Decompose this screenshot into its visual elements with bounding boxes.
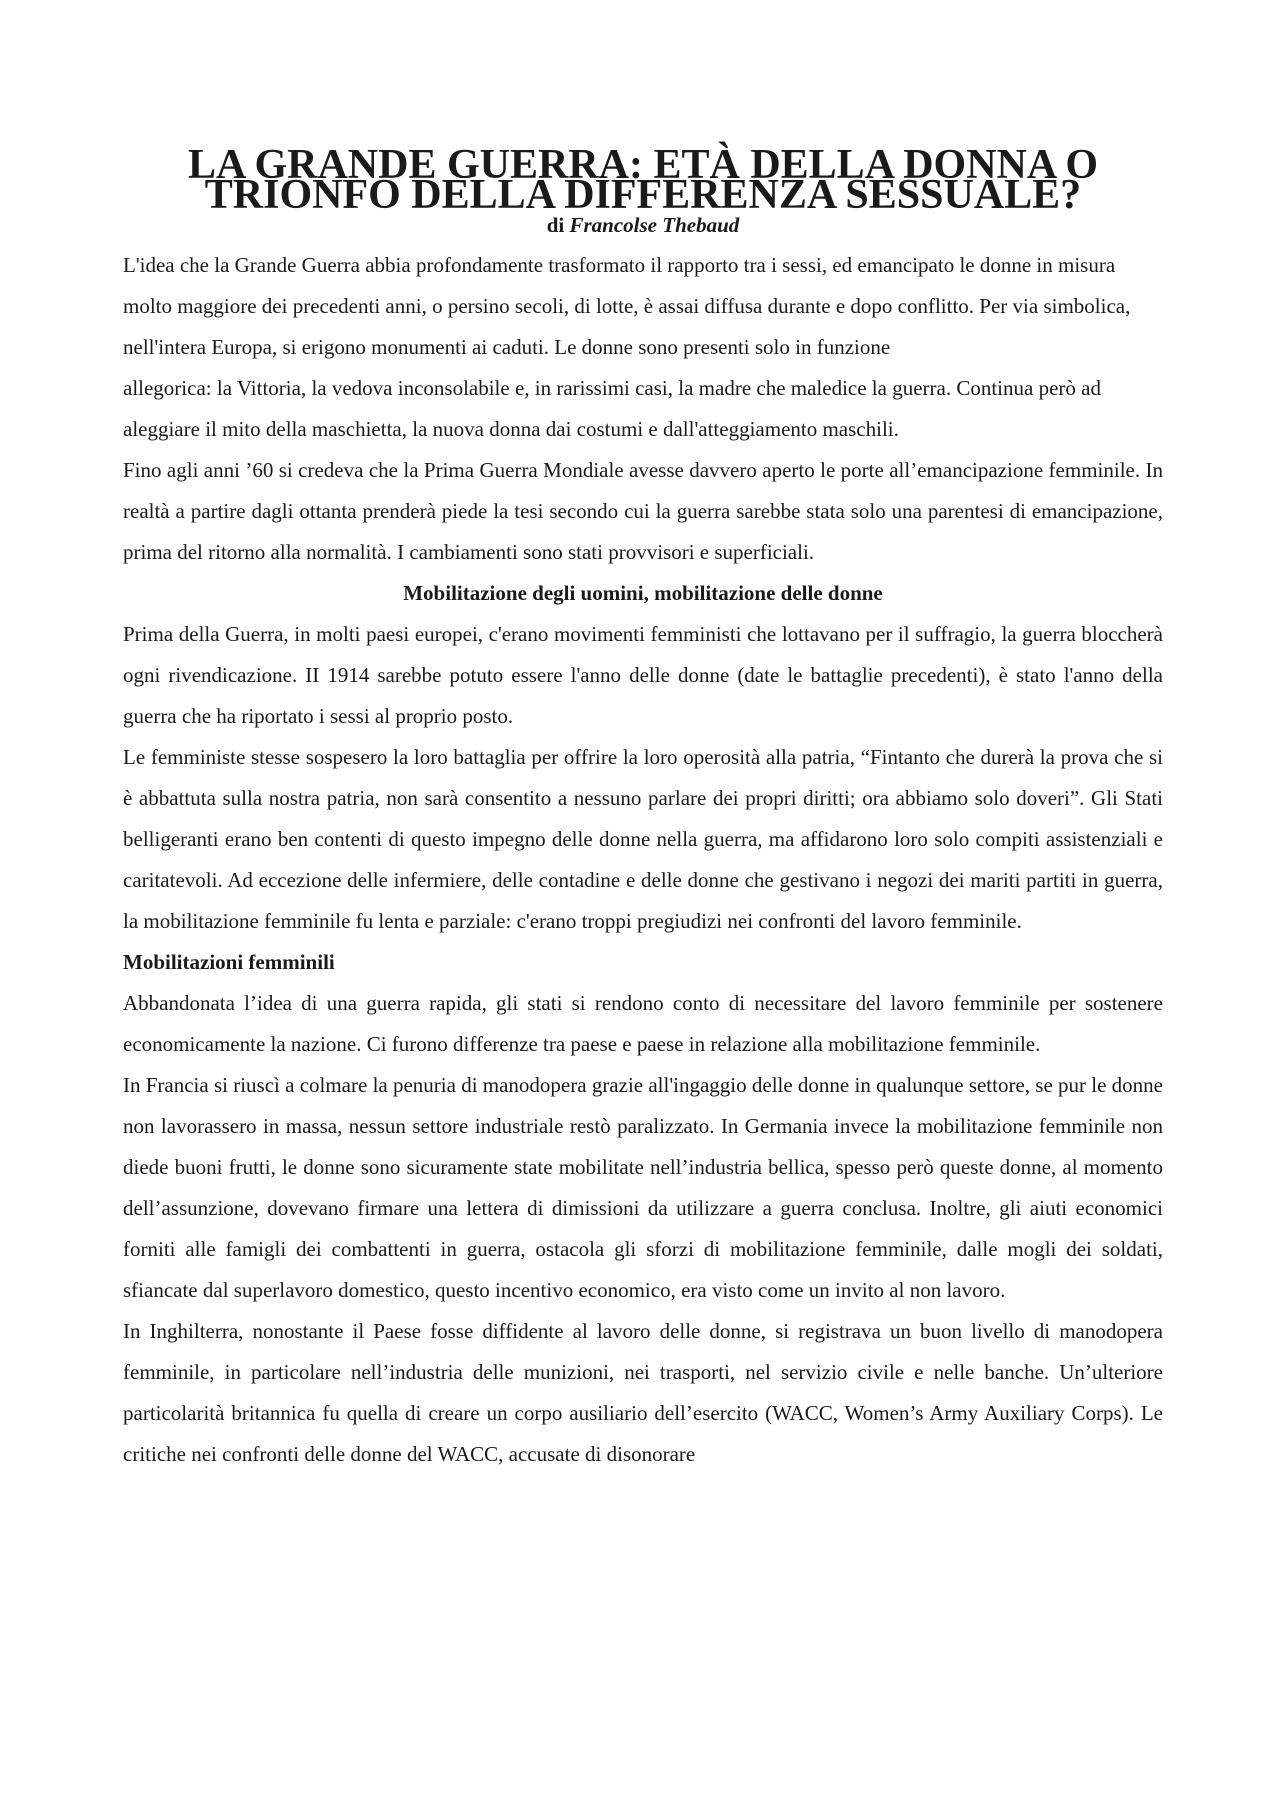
paragraph: Fino agli anni ’60 si credeva che la Prima Guerra Mondiale avesse davvero aperto le porte all’emancipazione femminile. In realtà a partire dagli ottanta prenderà piede la tesi secondo cui la guerra sarebbe stata solo una parentesi di emancipazione, prima del ritorno alla normalità. I cambiamenti sono stati provvisori e superficiali. (123, 458, 1163, 564)
document-title: LA GRANDE GUERRA: ETÀ DELLA DONNA O TRIONFO DELLA DIFFERENZA SESSUALE? (187, 142, 1099, 218)
paragraph: allegorica: la Vittoria, la vedova inconsolabile e, in rarissimi casi, la madre che maledice la guerra. Continua però ad aleggiare il mito della maschietta, la nuova donna dai costumi e dall'atteggiamento maschili. (123, 376, 1101, 441)
paragraph: Prima della Guerra, in molti paesi europei, c'erano movimenti femministi che lottavano per il suffragio, la guerra bloccherà ogni rivendicazione. II 1914 sarebbe potuto essere l'anno delle donne (date le battaglie precedenti), è stato l'anno della guerra che ha riportato i sessi al proprio posto. (123, 622, 1163, 728)
paragraph: Abbandonata l’idea di una guerra rapida, gli stati si rendono conto di necessitare del lavoro femminile per sostenere economicamente la nazione. Ci furono differenze tra paese e paese in relazione alla mobilitazione femminile. (123, 991, 1163, 1056)
paragraph: In Francia si riuscì a colmare la penuria di manodopera grazie all'ingaggio delle donne in qualunque settore, se pur le donne non lavorassero in massa, nessun settore industriale restò paralizzato. In Germania invece la mobilitazione femminile non diede buoni frutti, le donne sono sicuramente state mobilitate nell’industria bellica, spesso però queste donne, al momento dell’assunzione, dovevano firmare una lettera di dimissioni da utilizzare a guerra conclusa. Inoltre, gli aiuti economici forniti alle famigli dei combattenti in guerra, ostacola gli sforzi di mobilitazione femminile, dalle mogli dei soldati, sfiancate dal superlavoro domestico, questo incentivo economico, era visto come un invito al non lavoro. (123, 1073, 1164, 1302)
paragraph: Le femministe stesse sospesero la loro battaglia per offrire la loro operosità alla patria, “Fintanto che durerà la prova che si è abbattuta sulla nostra patria, non sarà consentito a nessuno parlare dei propri diritti; ora abbiamo solo doveri”. Gli Stati belligeranti erano ben contenti di questo impegno delle donne nella guerra, ma affidarono loro solo compiti assistenziali e caritatevoli. Ad eccezione delle infermiere, delle contadine e delle donne che gestivano i negozi dei mariti partiti in guerra, la mobilitazione femminile fu lenta e parziale: c'erano troppi pregiudizi nei confronti del lavoro femminile. (123, 745, 1163, 933)
section-heading: Mobilitazione degli uomini, mobilitazione delle donne (403, 581, 883, 605)
paragraph: In Inghilterra, nonostante il Paese fosse diffidente al lavoro delle donne, si registrava un buon livello di manodopera femminile, in particolare nell’industria delle munizioni, nei trasporti, nel servizio civile e nelle banche. Un’ulteriore particolarità britannica fu quella di creare un corpo ausiliario dell’esercito (WACC, Women’s Army Auxiliary Corps). Le critiche nei confronti delle donne del WACC, accusate di disonorare (123, 1319, 1163, 1466)
document-page (123, 142, 1164, 1475)
byline-prefix: di (546, 213, 565, 237)
author-name: Francolse Thebaud (569, 213, 740, 237)
section-heading: Mobilitazioni femminili (123, 950, 335, 974)
paragraph: L'idea che la Grande Guerra abbia profondamente trasformato il rapporto tra i sessi, ed emancipato le donne in misura molto maggiore dei precedenti anni, o persino secoli, di lotte, è assai diffusa durante e dopo conflitto. Per via simbolica, nell'intera Europa, si erigono monumenti ai caduti. Le donne sono presenti solo in funzione (123, 253, 1131, 359)
